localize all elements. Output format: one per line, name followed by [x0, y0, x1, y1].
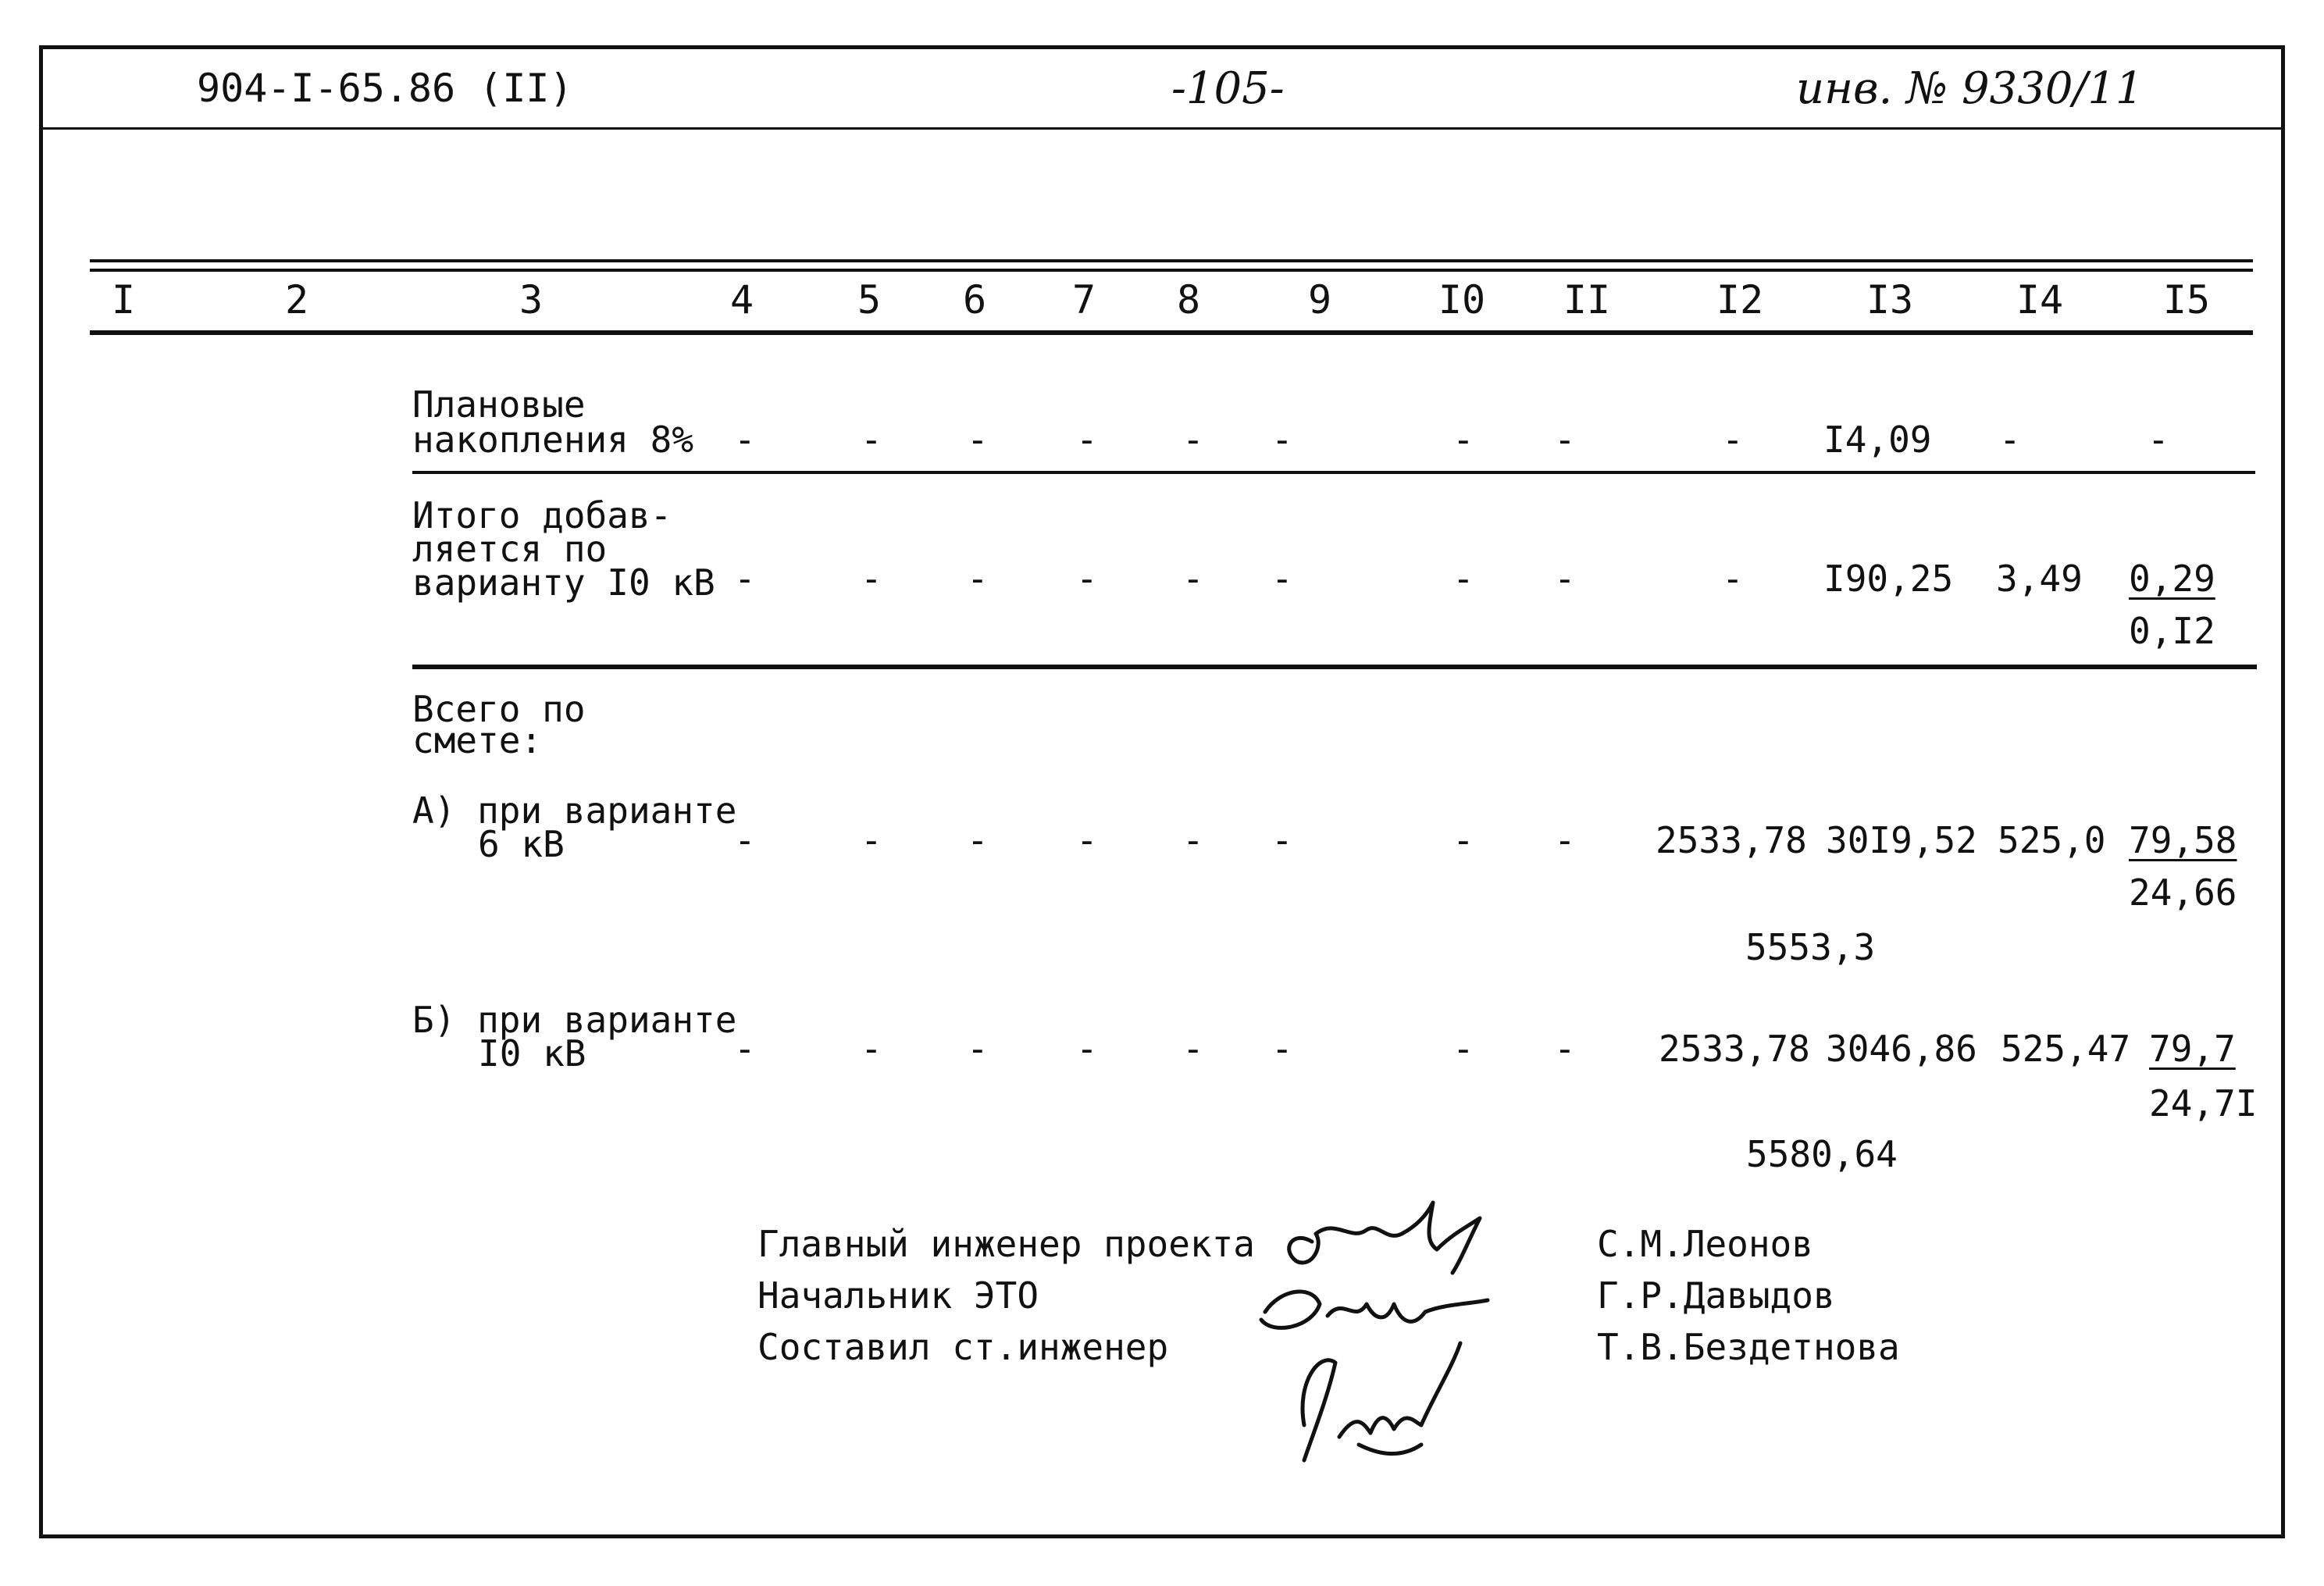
table-top-rule-1	[90, 259, 2253, 262]
variant-b-c15-top: 79,7	[2149, 1028, 2236, 1070]
column-number-11: II	[1563, 277, 1611, 323]
role-compiled-by: Составил ст.инженер	[757, 1326, 1169, 1368]
column-number-6: 6	[962, 277, 987, 323]
added-dashes-4: -	[1182, 558, 1204, 600]
name-leonov: С.М.Леонов	[1597, 1223, 1813, 1265]
total-label-1: Всего по	[412, 688, 586, 730]
vb-dashes-2: -	[967, 1028, 989, 1070]
variant-a-label-2: 6 кВ	[478, 823, 565, 865]
added-c13: I90,25	[1823, 558, 1954, 600]
va-dashes-7: -	[1554, 819, 1576, 861]
column-number-1: I	[111, 277, 136, 323]
planned-dashes-7: -	[1554, 419, 1576, 461]
variant-b-label-2: I0 кВ	[478, 1032, 586, 1075]
name-bezdetnova: Т.В.Бездетнова	[1597, 1326, 1900, 1368]
inventory-number: инв. № 9330/11	[1796, 63, 2144, 114]
added-c14: 3,49	[1996, 558, 2083, 600]
row-rule-2	[412, 665, 2257, 669]
added-dashes-5: -	[1271, 558, 1293, 600]
added-label-2: ляется по	[412, 528, 608, 570]
vb-dashes-6: -	[1452, 1028, 1474, 1070]
handwritten-signatures	[1218, 1187, 1577, 1476]
variant-a-c13: 30I9,52	[1826, 819, 1977, 861]
column-number-5: 5	[857, 277, 882, 323]
table-top-rule-2	[90, 269, 2253, 272]
role-chief-engineer: Главный инженер проекта	[757, 1223, 1255, 1265]
column-number-13: I3	[1866, 277, 1914, 323]
vb-dashes-5: -	[1271, 1028, 1293, 1070]
vb-dashes-1: -	[861, 1028, 882, 1070]
planned-dashes-2: -	[967, 419, 989, 461]
planned-dashes-6: -	[1452, 419, 1474, 461]
column-number-8: 8	[1176, 277, 1201, 323]
column-number-2: 2	[284, 277, 309, 323]
vb-dashes-0: -	[734, 1028, 756, 1070]
va-dashes-2: -	[967, 819, 989, 861]
variant-a-c15-bottom: 24,66	[2129, 871, 2237, 914]
added-dashes-3: -	[1076, 558, 1098, 600]
added-dashes-8: -	[1722, 558, 1744, 600]
planned-c13: I4,09	[1823, 419, 1932, 461]
column-number-9: 9	[1307, 277, 1332, 323]
column-number-3: 3	[519, 277, 544, 323]
planned-dashes-3: -	[1076, 419, 1098, 461]
va-dashes-0: -	[734, 819, 756, 861]
va-dashes-5: -	[1271, 819, 1293, 861]
va-dashes-3: -	[1076, 819, 1098, 861]
variant-b-c13: 3046,86	[1826, 1028, 1977, 1070]
page-number: -105-	[1171, 63, 1285, 114]
doc-code: 904-I-65.86 (II)	[197, 66, 573, 111]
variant-a-sum: 5553,3	[1745, 926, 1876, 968]
added-c15-bottom: 0,I2	[2129, 610, 2215, 652]
added-label-3: варианту I0 кВ	[412, 561, 715, 604]
added-c15-top: 0,29	[2129, 558, 2215, 600]
added-dashes-2: -	[967, 558, 989, 600]
planned-dashes-5: -	[1271, 419, 1293, 461]
header-divider	[41, 127, 2283, 130]
column-number-4: 4	[729, 277, 754, 323]
va-dashes-6: -	[1452, 819, 1474, 861]
name-davydov: Г.Р.Давыдов	[1597, 1274, 1835, 1317]
variant-b-c12: 2533,78	[1659, 1028, 1810, 1070]
planned-label-2: накопления 8%	[412, 419, 694, 461]
va-dashes-1: -	[861, 819, 882, 861]
planned-c15: -	[2148, 419, 2169, 461]
planned-dashes-8: -	[1722, 419, 1744, 461]
variant-a-c12: 2533,78	[1656, 819, 1807, 861]
variant-a-c15-top: 79,58	[2129, 819, 2237, 861]
added-dashes-1: -	[861, 558, 882, 600]
column-number-7: 7	[1071, 277, 1096, 323]
added-dashes-7: -	[1554, 558, 1576, 600]
variant-a-label-1: А) при варианте	[412, 789, 737, 832]
vb-dashes-7: -	[1554, 1028, 1576, 1070]
column-number-12: I2	[1716, 277, 1764, 323]
variant-b-label-1: Б) при варианте	[412, 999, 737, 1041]
vb-dashes-4: -	[1182, 1028, 1204, 1070]
column-number-15: I5	[2162, 277, 2211, 323]
variant-b-sum: 5580,64	[1746, 1133, 1898, 1175]
planned-dashes-0: -	[734, 419, 756, 461]
column-number-14: I4	[2016, 277, 2064, 323]
row-rule-1	[412, 471, 2255, 474]
column-number-10: I0	[1438, 277, 1486, 323]
planned-dashes-1: -	[861, 419, 882, 461]
planned-label-1: Плановые	[412, 383, 586, 426]
role-head-eto: Начальник ЭТО	[757, 1274, 1039, 1317]
planned-dashes-4: -	[1182, 419, 1204, 461]
added-dashes-0: -	[734, 558, 756, 600]
total-label-2: смете:	[412, 719, 543, 761]
variant-b-c14: 525,47	[2001, 1028, 2131, 1070]
variant-a-c14: 525,0	[1998, 819, 2106, 861]
added-label-1: Итого добав-	[412, 494, 672, 536]
vb-dashes-3: -	[1076, 1028, 1098, 1070]
variant-b-c15-bottom: 24,7I	[2149, 1082, 2258, 1124]
added-dashes-6: -	[1452, 558, 1474, 600]
table-header-rule	[90, 330, 2253, 335]
va-dashes-4: -	[1182, 819, 1204, 861]
planned-c14: -	[1999, 419, 2021, 461]
